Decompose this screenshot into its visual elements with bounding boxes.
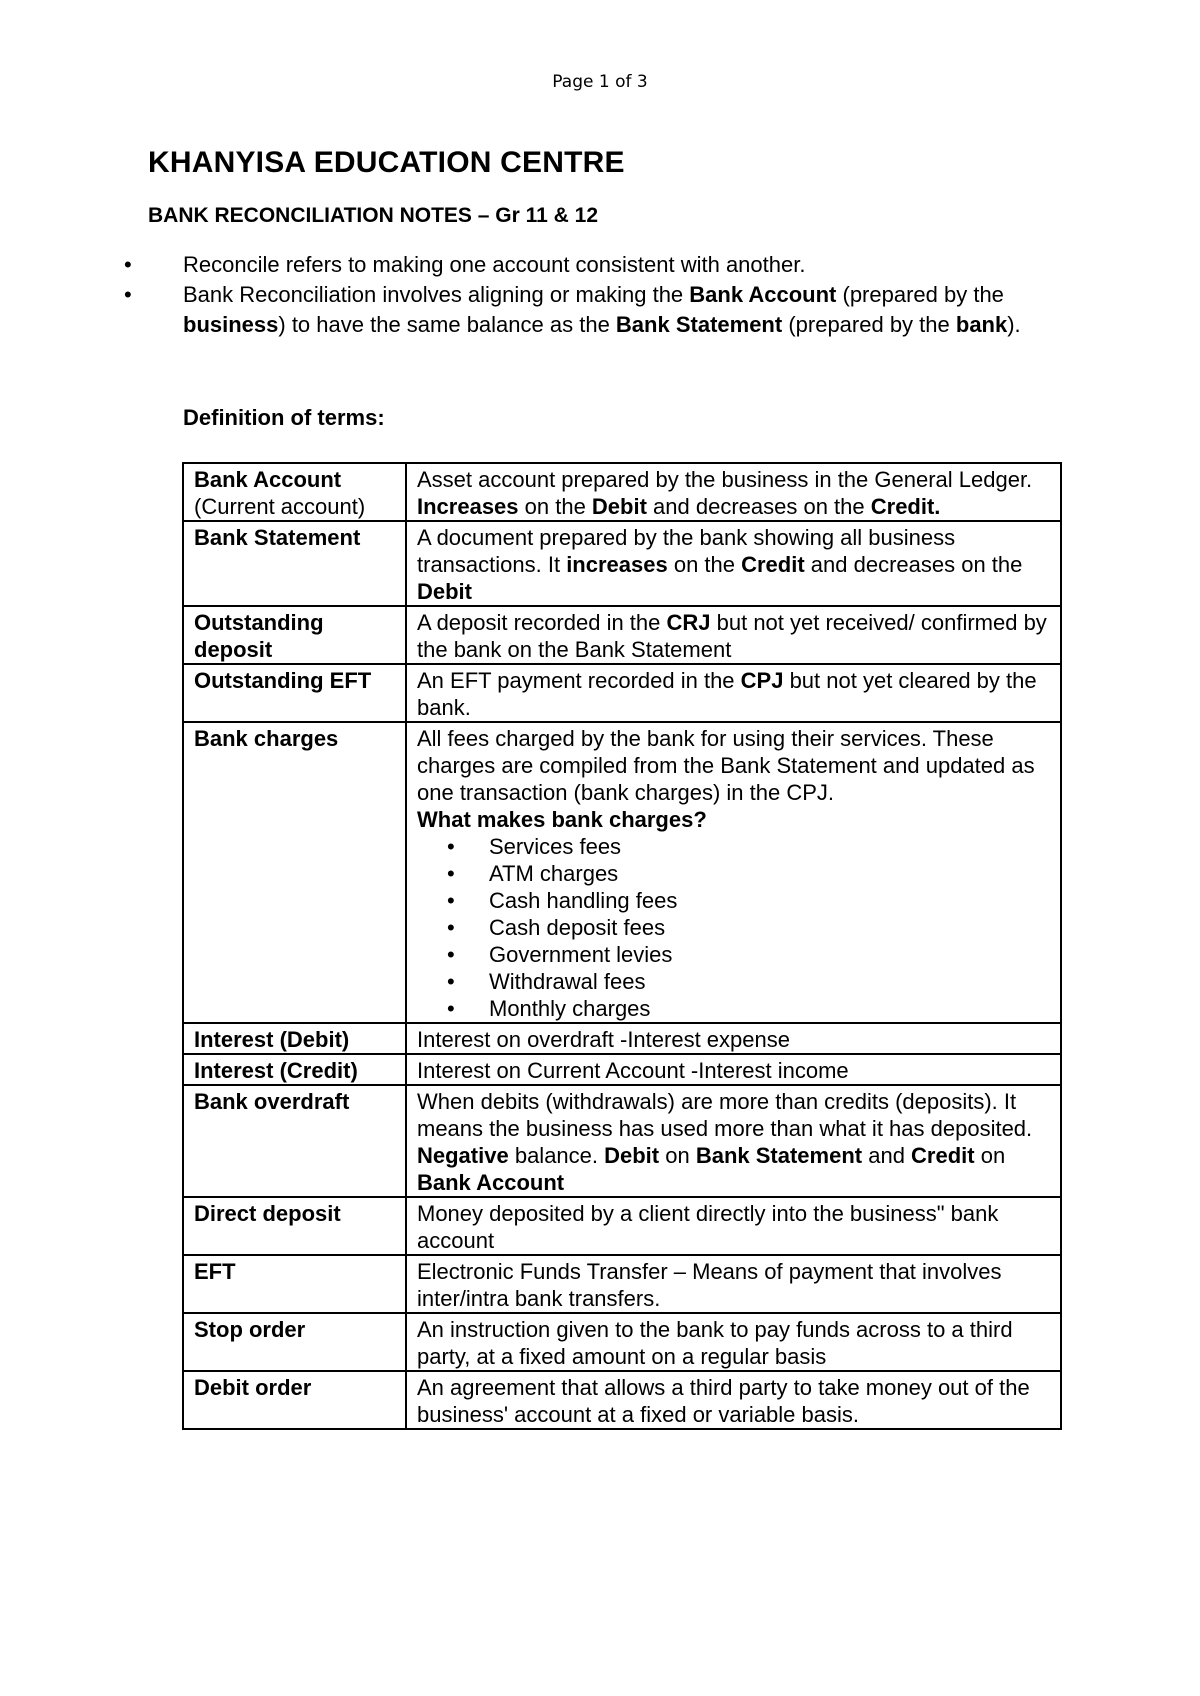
list-item: • Cash handling fees — [417, 887, 1050, 914]
list-item: • Cash deposit fees — [417, 914, 1050, 941]
term-cell: Interest (Credit) — [183, 1054, 406, 1085]
definitions-heading: Definition of terms: — [183, 405, 385, 430]
term-cell: Bank overdraft — [183, 1085, 406, 1197]
table-row — [183, 722, 1061, 1023]
table-row — [183, 1197, 1061, 1255]
list-item: • Monthly charges — [417, 995, 1050, 1022]
table-row — [183, 664, 1061, 722]
table-row — [183, 521, 1061, 606]
definition-cell: All fees charged by the bank for using their services. These charges are compiled from the Bank Statement and updated as one transaction (bank charges) in the CPJ. What makes bank charges? • Services fees • ATM charges • Cash handling fees • Cash deposit fees • Government levies • Withdrawal fees • Monthly charges — [406, 722, 1061, 1023]
definition-cell: Electronic Funds Transfer – Means of payment that involves inter/intra bank transfers. — [406, 1255, 1061, 1313]
definition-cell: An instruction given to the bank to pay funds across to a third party, at a fixed amount on a regular basis — [406, 1313, 1061, 1371]
page-subtitle: BANK RECONCILIATION NOTES – Gr 11 & 12 — [148, 204, 599, 227]
term-cell: Bank Statement — [183, 521, 406, 606]
bank-charges-question: What makes bank charges? — [417, 807, 707, 832]
term-cell: Bank charges — [183, 722, 406, 1023]
definition-cell: An EFT payment recorded in the CPJ but not yet cleared by the bank. — [406, 664, 1061, 722]
term-cell: Interest (Debit) — [183, 1023, 406, 1054]
term-cell: Debit order — [183, 1371, 406, 1429]
term-cell: Outstanding deposit — [183, 606, 406, 664]
page-number: Page 1 of 3 — [552, 72, 648, 92]
intro-bullet-reconcile: • Reconcile refers to making one account consistent with another. — [124, 250, 1064, 280]
definitions-table — [182, 462, 1062, 1430]
bank-charges-list — [417, 833, 1050, 1022]
definition-cell: Asset account prepared by the business in the General Ledger. Increases on the Debit and decreases on the Credit. — [406, 463, 1061, 521]
list-item: • ATM charges — [417, 860, 1050, 887]
definition-cell: Money deposited by a client directly into the business" bank account — [406, 1197, 1061, 1255]
table-row — [183, 1255, 1061, 1313]
definition-cell: When debits (withdrawals) are more than credits (deposits). It means the business has used more than what it has deposited. Negative balance. Debit on Bank Statement and Credit on Bank Account — [406, 1085, 1061, 1197]
table-row — [183, 1023, 1061, 1054]
term-cell: Direct deposit — [183, 1197, 406, 1255]
list-item: • Services fees — [417, 833, 1050, 860]
term-cell: Outstanding EFT — [183, 664, 406, 722]
list-item: • Withdrawal fees — [417, 968, 1050, 995]
definition-cell: An agreement that allows a third party to take money out of the business' account at a fixed or variable basis. — [406, 1371, 1061, 1429]
term-cell: Bank Account (Current account) — [183, 463, 406, 521]
table-row — [183, 1371, 1061, 1429]
term-cell: EFT — [183, 1255, 406, 1313]
term-cell: Stop order — [183, 1313, 406, 1371]
definition-cell: Interest on Current Account -Interest income — [406, 1054, 1061, 1085]
definition-cell: Interest on overdraft -Interest expense — [406, 1023, 1061, 1054]
page-title: KHANYISA EDUCATION CENTRE — [148, 146, 625, 179]
table-row — [183, 606, 1061, 664]
intro-bullet-bank-reconciliation: • Bank Reconciliation involves aligning or making the Bank Account (prepared by the business) to have the same balance as the Bank Statement (prepared by the bank). — [124, 280, 1064, 340]
definition-cell: A document prepared by the bank showing all business transactions. It increases on the Credit and decreases on the Debit — [406, 521, 1061, 606]
table-row — [183, 1085, 1061, 1197]
table-row — [183, 463, 1061, 521]
table-row — [183, 1313, 1061, 1371]
definition-cell: A deposit recorded in the CRJ but not yet received/ confirmed by the bank on the Bank Statement — [406, 606, 1061, 664]
intro-bullet-list — [124, 250, 1064, 340]
list-item: • Government levies — [417, 941, 1050, 968]
table-row — [183, 1054, 1061, 1085]
